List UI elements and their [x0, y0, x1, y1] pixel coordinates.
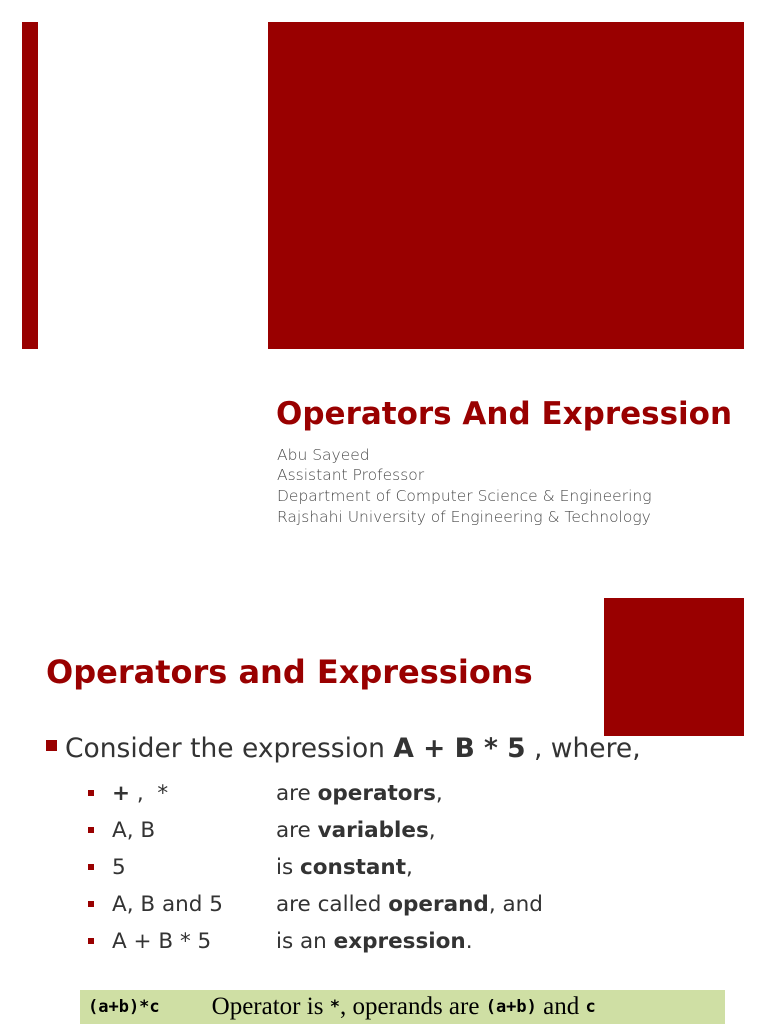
- title-color-block: [268, 22, 744, 349]
- item-desc-end: ,: [435, 780, 443, 806]
- author-university: Rajshahi University of Engineering & Technology: [277, 508, 651, 526]
- list-item: [88, 815, 436, 845]
- item-desc: are: [276, 780, 318, 806]
- bullet-square-icon: [46, 740, 57, 751]
- bullet-expression: A + B * 5: [393, 733, 526, 764]
- item-desc: is: [276, 854, 301, 880]
- bullet-square-icon: [88, 938, 94, 944]
- item-term: , *: [130, 780, 169, 806]
- list-item: [88, 852, 413, 882]
- example-code: c: [585, 997, 596, 1017]
- bullet-square-icon: [88, 790, 94, 796]
- item-desc-bold: expression: [333, 928, 466, 954]
- item-desc-bold: variables: [317, 817, 429, 843]
- bullet-square-icon: [88, 827, 94, 833]
- item-term: A + B * 5: [112, 928, 212, 954]
- bullet-square-icon: [88, 901, 94, 907]
- item-desc-bold: constant: [300, 854, 407, 880]
- item-desc-bold: operators: [317, 780, 436, 806]
- main-bullet: [46, 733, 641, 764]
- item-desc-end: , and: [488, 891, 543, 917]
- accent-bar: [22, 22, 38, 349]
- example-text: and: [536, 993, 586, 1020]
- item-desc: are called: [276, 891, 389, 917]
- example-code: (a+b): [485, 997, 537, 1017]
- author-name: Abu Sayeed: [277, 446, 370, 464]
- example-box: [80, 990, 725, 1024]
- author-position: Assistant Professor: [277, 466, 425, 484]
- bullet-prefix: Consider the expression: [65, 733, 394, 764]
- bullet-suffix: , where,: [525, 733, 641, 764]
- item-term: 5: [112, 854, 126, 880]
- item-desc: is an: [276, 928, 334, 954]
- item-term-bold: +: [112, 780, 131, 806]
- slide-title: Operators And Expression: [276, 396, 733, 432]
- author-department: Department of Computer Science & Engineering: [277, 487, 652, 505]
- item-desc-bold: operand: [388, 891, 489, 917]
- slide2-color-block: [604, 598, 744, 736]
- example-text: , operands are: [339, 993, 486, 1020]
- item-desc-end: ,: [406, 854, 413, 880]
- example-code: (a+b)*c: [88, 997, 160, 1017]
- list-item: [88, 889, 543, 919]
- bullet-square-icon: [88, 864, 94, 870]
- example-text: Operator is: [211, 993, 330, 1020]
- item-desc: are: [276, 817, 318, 843]
- list-item: [88, 926, 473, 956]
- example-code: *: [329, 997, 340, 1017]
- section-title: Operators and Expressions: [46, 653, 533, 691]
- item-term: A, B: [112, 817, 156, 843]
- item-desc-end: .: [465, 928, 473, 954]
- list-item: [88, 778, 443, 808]
- item-desc-end: ,: [428, 817, 436, 843]
- item-term: A, B and 5: [112, 891, 223, 917]
